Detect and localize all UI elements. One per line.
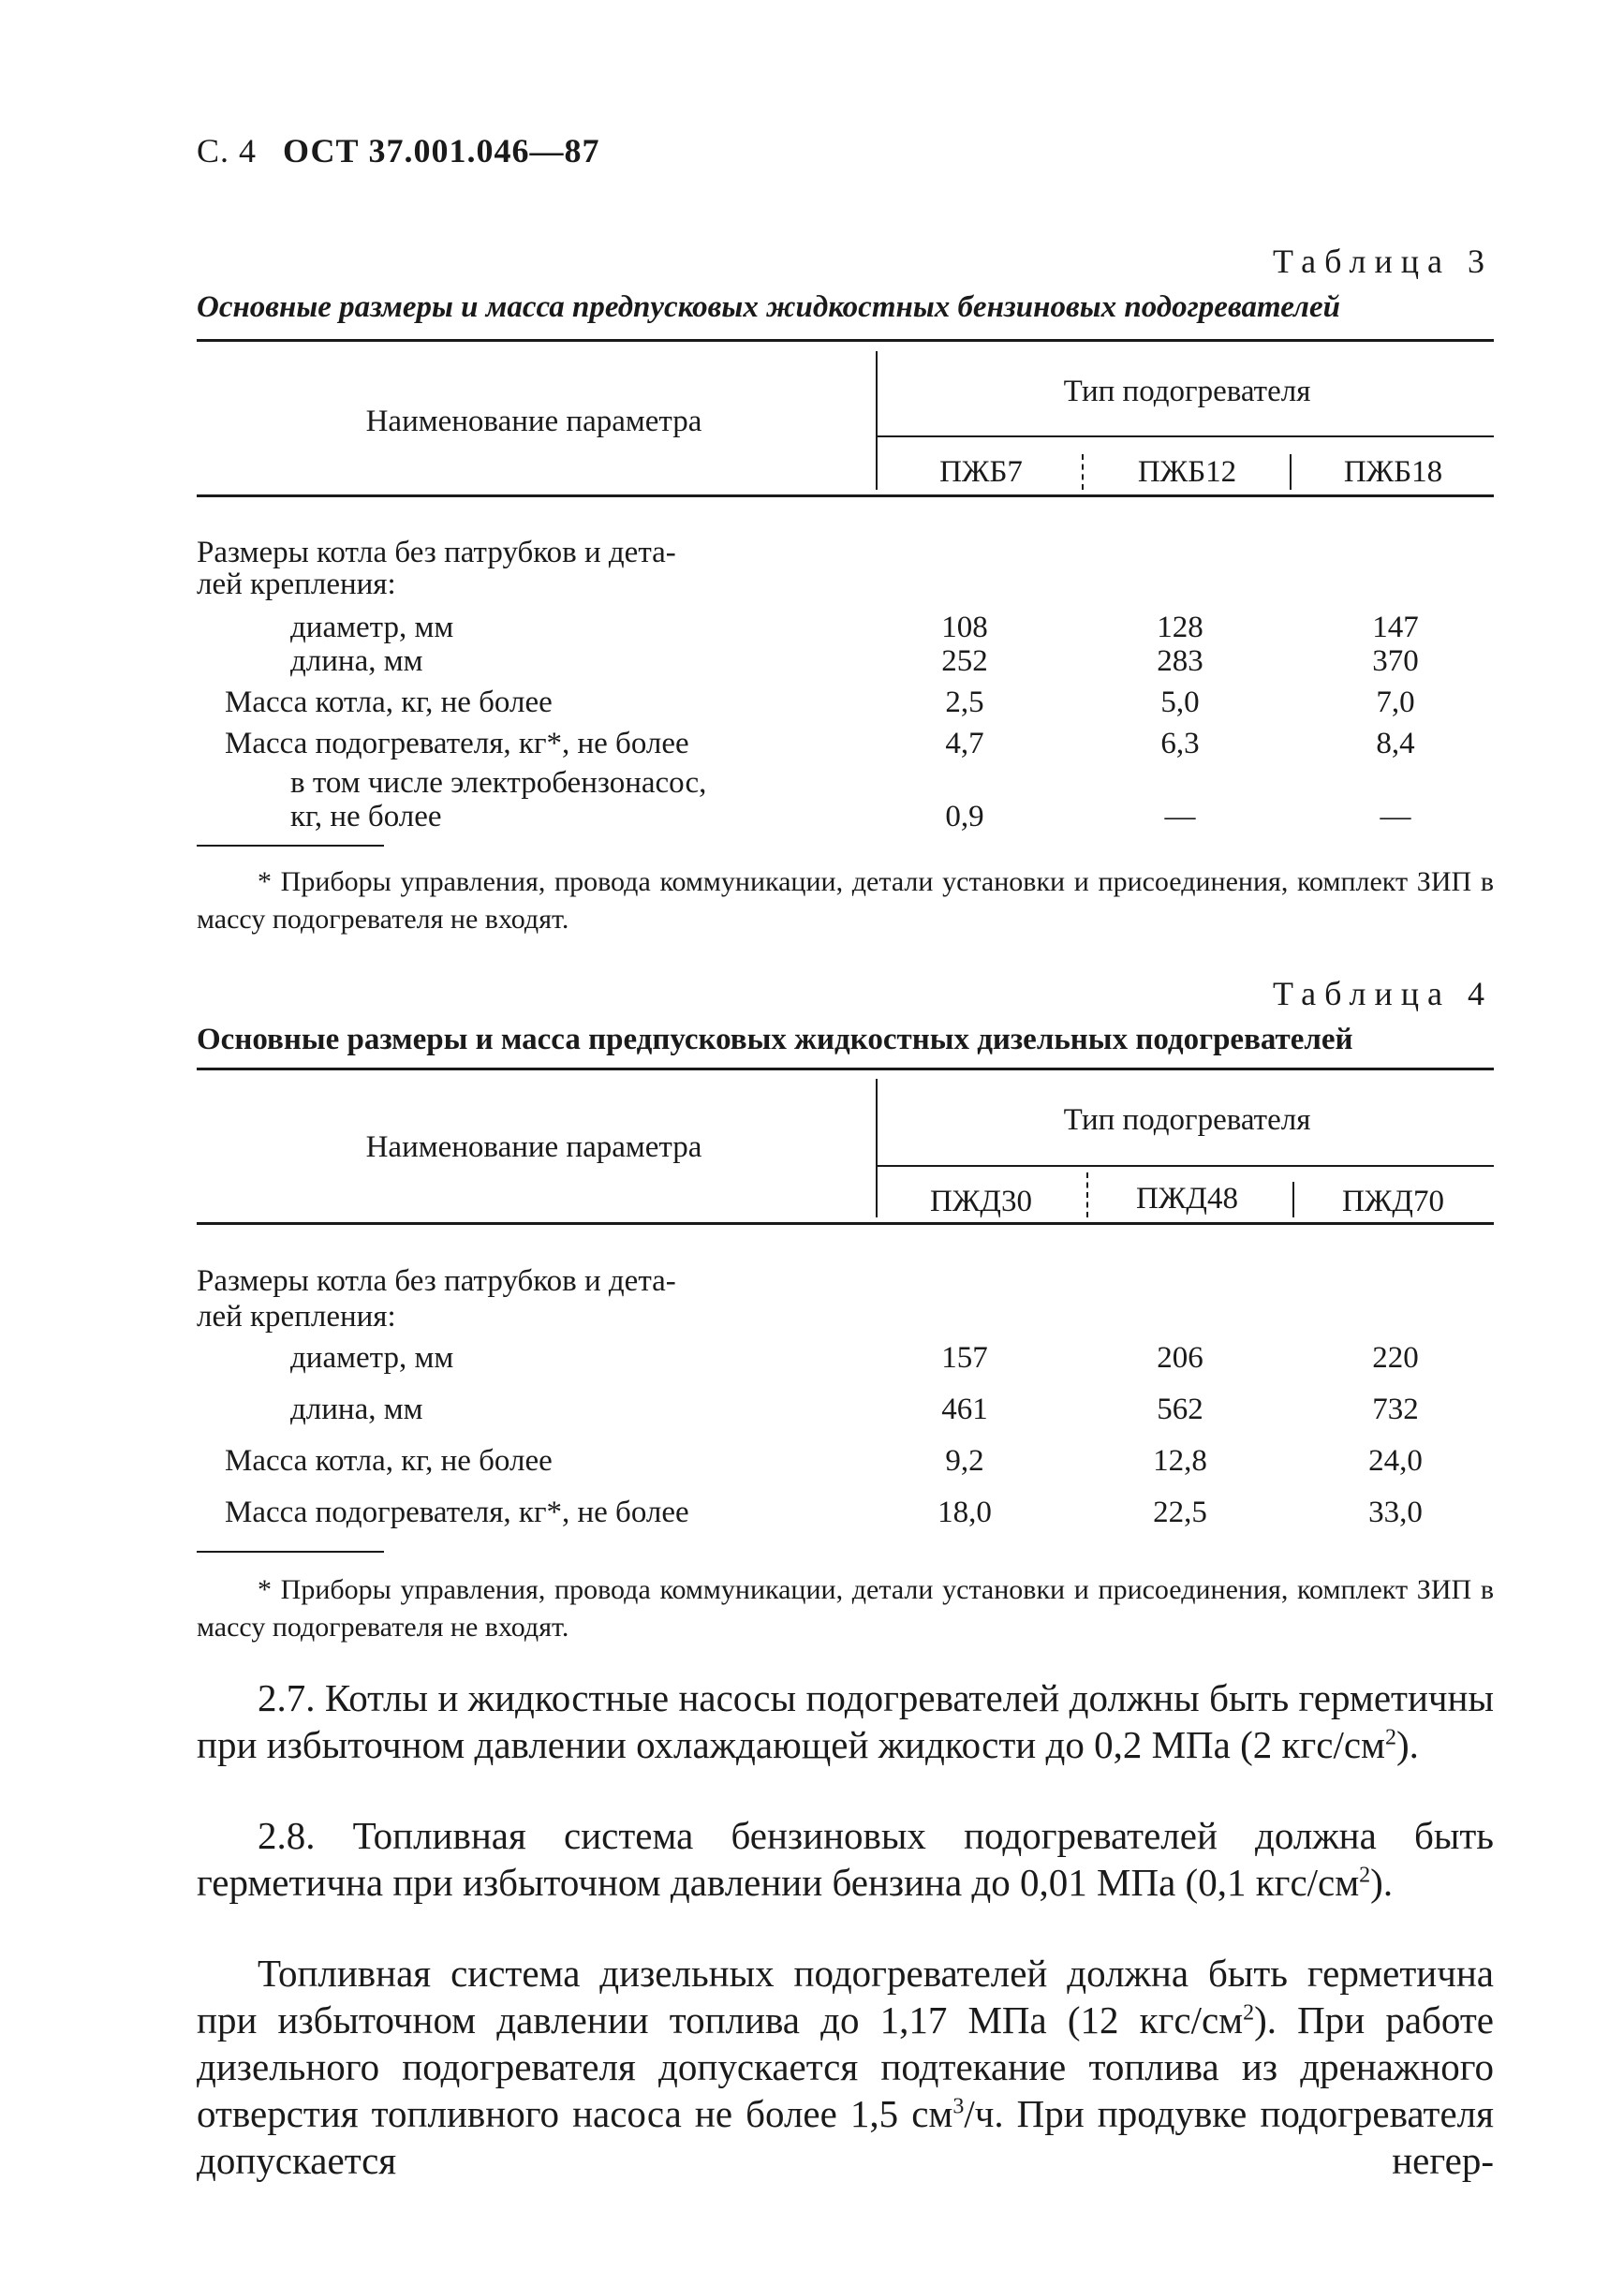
table4-header-rule (197, 1222, 1494, 1225)
table3-cell: 128 (1157, 611, 1203, 644)
table3-cell: 0,9 (945, 800, 984, 833)
table4-type-header: Тип подогревателя (1063, 1103, 1311, 1137)
table3-cell: — (1164, 800, 1196, 833)
table3-col-header: ПЖБ18 (1343, 455, 1443, 489)
paragraph-2-7: 2.7. Котлы и жидкостные насосы подогревателей должны быть герметичны при избыточном давлении охлаждающей жидкости до 0,2 МПа (2 кгс/$см^2$). (197, 1676, 1494, 1766)
table3-cell: 252 (941, 644, 988, 678)
table3-cell: — (1380, 800, 1411, 833)
table4-caption: Таблица 4 (1273, 975, 1493, 1012)
table4-cell: 206 (1157, 1341, 1203, 1375)
table4-cell: 562 (1157, 1393, 1203, 1426)
table3-header-divider (876, 351, 878, 490)
table3-row-label: диаметр, мм (290, 611, 454, 644)
table3-cell: 5,0 (1160, 686, 1200, 719)
table4-col-header: ПЖД70 (1342, 1185, 1444, 1218)
table4-cell: 220 (1372, 1341, 1419, 1375)
table3-caption: Таблица 3 (1273, 243, 1493, 280)
table3-cell: 108 (941, 611, 988, 644)
table4-header-divider (876, 1079, 878, 1217)
running-head (197, 131, 599, 170)
table3-row-label: лей крепления: (197, 568, 396, 601)
table3-col-header: ПЖБ12 (1137, 455, 1237, 489)
table3-cell: 283 (1157, 644, 1203, 678)
table4-cell: 9,2 (945, 1444, 984, 1478)
table3-type-header: Тип подогревателя (1063, 375, 1311, 408)
table3-cell: 2,5 (945, 686, 984, 719)
table4-cell: 24,0 (1368, 1444, 1423, 1478)
table4-title: Основные размеры и масса предпусковых жидкостных дизельных подогревателей (197, 1023, 1353, 1056)
page-number: С. 4 (197, 132, 258, 170)
table3-row-label: длина, мм (290, 644, 423, 678)
table4-cell: 461 (941, 1393, 988, 1426)
table3-footnote-rule (197, 845, 384, 847)
table4-param-header: Наименование параметра (365, 1130, 702, 1164)
table3-cell: 7,0 (1376, 686, 1415, 719)
table4-col-header: ПЖД30 (930, 1185, 1032, 1218)
table3-subheader-rule (876, 435, 1494, 437)
paragraph-2-8: 2.8. Топливная система бензиновых подогревателей должна быть герметична при избыточном давлении бензина до 0,01 МПа (0,1 кгс/$см^2$). (197, 1814, 1494, 1904)
table4-row-label: Размеры котла без патрубков и дета- (197, 1264, 676, 1298)
table3-footnote: * Приборы управления, провода коммуникации, детали установки и присоединения, комплект ЗИП в массу подогревателя не входят. (197, 866, 1494, 935)
table3-col-divider-1 (1082, 454, 1084, 490)
table4-row-label: диаметр, мм (290, 1341, 454, 1375)
paragraph-diesel-fuel-system: Топливная система дизельных подогревателей должна быть герметична при избыточном давлении топлива до 1,17 МПа (12 кгс/$см^2$). При работе дизельного подогревателя допускается подтекание топлива из дренажного отверстия топливного насоса не более 1,5 $см^3/ч$. При продувке подогревателя допускается негер- (197, 1952, 1494, 2182)
table3-param-header: Наименование параметра (365, 405, 702, 438)
table3-cell: 147 (1372, 611, 1419, 644)
table4-footnote-rule (197, 1551, 384, 1553)
table3-row-label: в том числе электробензонасос, (290, 766, 707, 800)
table4-row-label: длина, мм (290, 1393, 423, 1426)
table4-cell: 732 (1372, 1393, 1419, 1426)
table3-row-label: кг, не более (290, 800, 442, 833)
table4-row-label: Масса подогревателя, кг*, не более (225, 1496, 689, 1529)
table3-cell: 8,4 (1376, 727, 1415, 760)
standard-code: ОСТ 37.001.046—87 (283, 132, 600, 170)
table4-subheader-rule (876, 1165, 1494, 1167)
table4-top-rule (197, 1068, 1494, 1070)
table3-col-header: ПЖБ7 (939, 455, 1023, 489)
table4-row-label: лей крепления: (197, 1300, 396, 1334)
table3-cell: 370 (1372, 644, 1419, 678)
table3-cell: 6,3 (1160, 727, 1200, 760)
table4-col-header: ПЖД48 (1136, 1182, 1238, 1216)
table3-cell: 4,7 (945, 727, 984, 760)
table3-row-label: Масса котла, кг, не более (225, 686, 553, 719)
table4-cell: 12,8 (1153, 1444, 1207, 1478)
table4-cell: 33,0 (1368, 1496, 1423, 1529)
table3-top-rule (197, 339, 1494, 342)
table4-row-label: Масса котла, кг, не более (225, 1444, 553, 1478)
table4-cell: 18,0 (937, 1496, 992, 1529)
table4-cell: 157 (941, 1341, 988, 1375)
table3-row-label: Масса подогревателя, кг*, не более (225, 727, 689, 760)
table3-row-label: Размеры котла без патрубков и дета- (197, 536, 676, 569)
table4-cell: 22,5 (1153, 1496, 1207, 1529)
table4-footnote: * Приборы управления, провода коммуникации, детали установки и присоединения, комплект ЗИП в массу подогревателя не входят. (197, 1574, 1494, 1643)
table3-col-divider-2 (1290, 454, 1292, 490)
table3-title: Основные размеры и масса предпусковых жидкостных бензиновых подогревателей (197, 290, 1340, 324)
table3-header-rule (197, 494, 1494, 497)
